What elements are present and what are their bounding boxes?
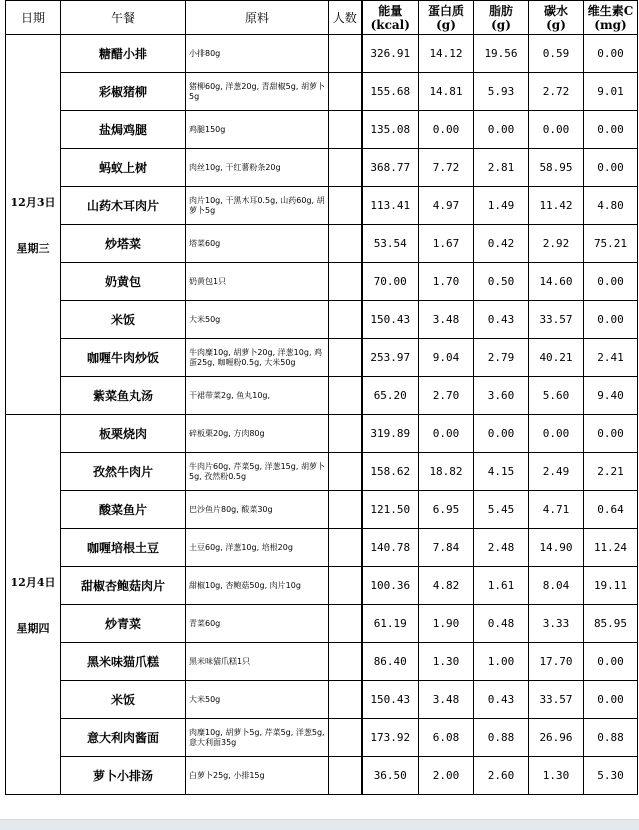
ingredients-cell: 大米50g <box>186 681 329 719</box>
table-row <box>6 187 638 225</box>
table-row <box>6 605 638 643</box>
fat-value: 2.60 <box>474 757 529 795</box>
dish-name: 板栗烧肉 <box>61 415 186 453</box>
energy-value: 86.40 <box>362 643 419 681</box>
table-row <box>6 339 638 377</box>
ingredients-cell: 干裙带菜2g, 鱼丸10g, <box>186 377 329 415</box>
protein-value: 18.82 <box>419 453 474 491</box>
vitc-value: 75.21 <box>584 225 638 263</box>
vitc-value: 9.01 <box>584 73 638 111</box>
people-cell <box>329 73 362 111</box>
dish-name: 盐焗鸡腿 <box>61 111 186 149</box>
fat-value: 1.00 <box>474 643 529 681</box>
energy-value: 326.91 <box>362 35 419 73</box>
carbs-value: 4.71 <box>529 491 584 529</box>
protein-value: 3.48 <box>419 301 474 339</box>
vitc-value: 2.21 <box>584 453 638 491</box>
table-row <box>6 719 638 757</box>
dish-name: 炒塔菜 <box>61 225 186 263</box>
energy-value: 36.50 <box>362 757 419 795</box>
ingredients-cell: 白萝卜25g, 小排15g <box>186 757 329 795</box>
table-row <box>6 377 638 415</box>
header-vitc-unit: (mg) <box>594 17 627 32</box>
table-row <box>6 643 638 681</box>
protein-value: 6.08 <box>419 719 474 757</box>
energy-value: 158.62 <box>362 453 419 491</box>
fat-value: 0.88 <box>474 719 529 757</box>
table-row <box>6 529 638 567</box>
people-cell <box>329 339 362 377</box>
fat-value: 4.15 <box>474 453 529 491</box>
window-bottom-strip <box>0 819 639 830</box>
energy-value: 70.00 <box>362 263 419 301</box>
people-cell <box>329 377 362 415</box>
header-energy-name: 能量 <box>378 3 403 18</box>
header-carbs <box>529 1 584 35</box>
fat-value: 0.00 <box>474 415 529 453</box>
protein-value: 4.97 <box>419 187 474 225</box>
energy-value: 253.97 <box>362 339 419 377</box>
energy-value: 100.36 <box>362 567 419 605</box>
ingredients-cell: 肉片10g, 干黑木耳0.5g, 山药60g, 胡萝卜5g <box>186 187 329 225</box>
fat-value: 0.43 <box>474 681 529 719</box>
protein-value: 0.00 <box>419 111 474 149</box>
dish-name: 甜椒杏鲍菇肉片 <box>61 567 186 605</box>
dish-name: 紫菜鱼丸汤 <box>61 377 186 415</box>
dish-name: 萝卜小排汤 <box>61 757 186 795</box>
dish-name: 炒青菜 <box>61 605 186 643</box>
weekday-label: 星期三 <box>16 241 50 255</box>
dish-name: 彩椒猪柳 <box>61 73 186 111</box>
dish-name: 蚂蚁上树 <box>61 149 186 187</box>
carbs-value: 58.95 <box>529 149 584 187</box>
header-people: 人数 <box>329 1 362 35</box>
dish-name: 山药木耳肉片 <box>61 187 186 225</box>
header-carbs-name: 碳水 <box>543 3 568 18</box>
energy-value: 150.43 <box>362 681 419 719</box>
vitc-value: 0.00 <box>584 415 638 453</box>
people-cell <box>329 415 362 453</box>
header-lunch: 午餐 <box>61 1 186 35</box>
people-cell <box>329 111 362 149</box>
header-protein-name: 蛋白质 <box>427 3 464 18</box>
people-cell <box>329 187 362 225</box>
vitc-value: 0.64 <box>584 491 638 529</box>
header-carbs-unit: (g) <box>546 17 566 32</box>
header-ingredients: 原料 <box>186 1 329 35</box>
date-label: 12月4日 <box>10 575 56 589</box>
header-fat-name: 脂肪 <box>488 3 513 18</box>
energy-value: 319.89 <box>362 415 419 453</box>
carbs-value: 2.72 <box>529 73 584 111</box>
ingredients-cell: 碎板栗20g, 方肉80g <box>186 415 329 453</box>
fat-value: 1.49 <box>474 187 529 225</box>
date-cell <box>6 415 61 795</box>
ingredients-cell: 青菜60g <box>186 605 329 643</box>
people-cell <box>329 605 362 643</box>
protein-value: 9.04 <box>419 339 474 377</box>
header-energy <box>362 1 419 35</box>
header-date: 日期 <box>6 1 61 35</box>
energy-value: 65.20 <box>362 377 419 415</box>
vitc-value: 0.00 <box>584 263 638 301</box>
header-fat <box>474 1 529 35</box>
header-vitc-name: 维生素C <box>587 3 634 18</box>
people-cell <box>329 263 362 301</box>
table-row <box>6 301 638 339</box>
ingredients-cell: 小排80g <box>186 35 329 73</box>
protein-value: 2.70 <box>419 377 474 415</box>
table-row <box>6 567 638 605</box>
header-protein-unit: (g) <box>436 17 456 32</box>
table-row <box>6 415 638 453</box>
carbs-value: 14.90 <box>529 529 584 567</box>
header-fat-unit: (g) <box>491 17 511 32</box>
fat-value: 0.50 <box>474 263 529 301</box>
vitc-value: 2.41 <box>584 339 638 377</box>
carbs-value: 17.70 <box>529 643 584 681</box>
menu-body <box>6 35 638 795</box>
fat-value: 19.56 <box>474 35 529 73</box>
protein-value: 6.95 <box>419 491 474 529</box>
fat-value: 5.45 <box>474 491 529 529</box>
energy-value: 155.68 <box>362 73 419 111</box>
ingredients-cell: 牛肉片60g, 芹菜5g, 洋葱15g, 胡萝卜5g, 孜然粉0.5g <box>186 453 329 491</box>
fat-value: 0.00 <box>474 111 529 149</box>
people-cell <box>329 225 362 263</box>
table-row <box>6 681 638 719</box>
people-cell <box>329 491 362 529</box>
table-row <box>6 263 638 301</box>
fat-value: 2.81 <box>474 149 529 187</box>
fat-value: 0.42 <box>474 225 529 263</box>
dish-name: 酸菜鱼片 <box>61 491 186 529</box>
table-row <box>6 73 638 111</box>
people-cell <box>329 643 362 681</box>
energy-value: 150.43 <box>362 301 419 339</box>
vitc-value: 19.11 <box>584 567 638 605</box>
table-row <box>6 35 638 73</box>
people-cell <box>329 35 362 73</box>
nutrition-table <box>5 0 638 795</box>
table-row <box>6 225 638 263</box>
protein-value: 0.00 <box>419 415 474 453</box>
fat-value: 2.48 <box>474 529 529 567</box>
energy-value: 135.08 <box>362 111 419 149</box>
ingredients-cell: 土豆60g, 洋葱10g, 培根20g <box>186 529 329 567</box>
table-row <box>6 111 638 149</box>
people-cell <box>329 301 362 339</box>
protein-value: 14.12 <box>419 35 474 73</box>
vitc-value: 9.40 <box>584 377 638 415</box>
dish-name: 意大利肉酱面 <box>61 719 186 757</box>
vitc-value: 4.80 <box>584 187 638 225</box>
protein-value: 4.82 <box>419 567 474 605</box>
header-row <box>6 1 638 35</box>
dish-name: 孜然牛肉片 <box>61 453 186 491</box>
table-row <box>6 149 638 187</box>
people-cell <box>329 529 362 567</box>
ingredients-cell: 黑米味猫爪糕1只 <box>186 643 329 681</box>
dish-name: 咖喱培根土豆 <box>61 529 186 567</box>
energy-value: 53.54 <box>362 225 419 263</box>
people-cell <box>329 681 362 719</box>
dish-name: 黑米味猫爪糕 <box>61 643 186 681</box>
vitc-value: 0.00 <box>584 681 638 719</box>
fat-value: 1.61 <box>474 567 529 605</box>
vitc-value: 0.00 <box>584 301 638 339</box>
dish-name: 糖醋小排 <box>61 35 186 73</box>
carbs-value: 5.60 <box>529 377 584 415</box>
protein-value: 1.70 <box>419 263 474 301</box>
protein-value: 2.00 <box>419 757 474 795</box>
fat-value: 3.60 <box>474 377 529 415</box>
energy-value: 368.77 <box>362 149 419 187</box>
table-row <box>6 453 638 491</box>
energy-value: 121.50 <box>362 491 419 529</box>
vitc-value: 0.00 <box>584 643 638 681</box>
date-label: 12月3日 <box>10 195 56 209</box>
protein-value: 7.72 <box>419 149 474 187</box>
carbs-value: 2.92 <box>529 225 584 263</box>
table-row <box>6 757 638 795</box>
ingredients-cell: 巴沙鱼片80g, 酸菜30g <box>186 491 329 529</box>
carbs-value: 0.00 <box>529 415 584 453</box>
vitc-value: 85.95 <box>584 605 638 643</box>
vitc-value: 0.00 <box>584 111 638 149</box>
energy-value: 61.19 <box>362 605 419 643</box>
vitc-value: 0.00 <box>584 149 638 187</box>
energy-value: 173.92 <box>362 719 419 757</box>
header-vitc <box>584 1 638 35</box>
vitc-value: 11.24 <box>584 529 638 567</box>
carbs-value: 11.42 <box>529 187 584 225</box>
carbs-value: 33.57 <box>529 681 584 719</box>
carbs-value: 40.21 <box>529 339 584 377</box>
carbs-value: 26.96 <box>529 719 584 757</box>
people-cell <box>329 719 362 757</box>
ingredients-cell: 肉糜10g, 胡萝卜5g, 芹菜5g, 洋葱5g, 意大利面35g <box>186 719 329 757</box>
dish-name: 奶黄包 <box>61 263 186 301</box>
ingredients-cell: 塔菜60g <box>186 225 329 263</box>
protein-value: 1.90 <box>419 605 474 643</box>
table-row <box>6 491 638 529</box>
carbs-value: 1.30 <box>529 757 584 795</box>
ingredients-cell: 大米50g <box>186 301 329 339</box>
people-cell <box>329 757 362 795</box>
ingredients-cell: 甜椒10g, 杏鲍菇50g, 肉片10g <box>186 567 329 605</box>
dish-name: 咖喱牛肉炒饭 <box>61 339 186 377</box>
vitc-value: 5.30 <box>584 757 638 795</box>
protein-value: 14.81 <box>419 73 474 111</box>
people-cell <box>329 453 362 491</box>
energy-value: 140.78 <box>362 529 419 567</box>
fat-value: 0.48 <box>474 605 529 643</box>
protein-value: 1.67 <box>419 225 474 263</box>
carbs-value: 33.57 <box>529 301 584 339</box>
weekday-label: 星期四 <box>16 621 50 635</box>
vitc-value: 0.00 <box>584 35 638 73</box>
header-protein <box>419 1 474 35</box>
carbs-value: 0.00 <box>529 111 584 149</box>
fat-value: 5.93 <box>474 73 529 111</box>
carbs-value: 14.60 <box>529 263 584 301</box>
ingredients-cell: 牛肉糜10g, 胡萝卜20g, 洋葱10g, 鸡蛋25g, 咖喱粉0.5g, 大米50g <box>186 339 329 377</box>
carbs-value: 0.59 <box>529 35 584 73</box>
carbs-value: 8.04 <box>529 567 584 605</box>
energy-value: 113.41 <box>362 187 419 225</box>
protein-value: 3.48 <box>419 681 474 719</box>
protein-value: 7.84 <box>419 529 474 567</box>
date-cell <box>6 35 61 415</box>
carbs-value: 3.33 <box>529 605 584 643</box>
ingredients-cell: 鸡腿150g <box>186 111 329 149</box>
ingredients-cell: 奶黄包1只 <box>186 263 329 301</box>
people-cell <box>329 149 362 187</box>
protein-value: 1.30 <box>419 643 474 681</box>
fat-value: 0.43 <box>474 301 529 339</box>
dish-name: 米饭 <box>61 301 186 339</box>
vitc-value: 0.88 <box>584 719 638 757</box>
ingredients-cell: 肉丝10g, 干红薯粉条20g <box>186 149 329 187</box>
header-energy-unit: (kcal) <box>370 17 410 32</box>
fat-value: 2.79 <box>474 339 529 377</box>
carbs-value: 2.49 <box>529 453 584 491</box>
people-cell <box>329 567 362 605</box>
dish-name: 米饭 <box>61 681 186 719</box>
ingredients-cell: 猪柳60g, 洋葱20g, 青甜椒5g, 胡萝卜5g <box>186 73 329 111</box>
